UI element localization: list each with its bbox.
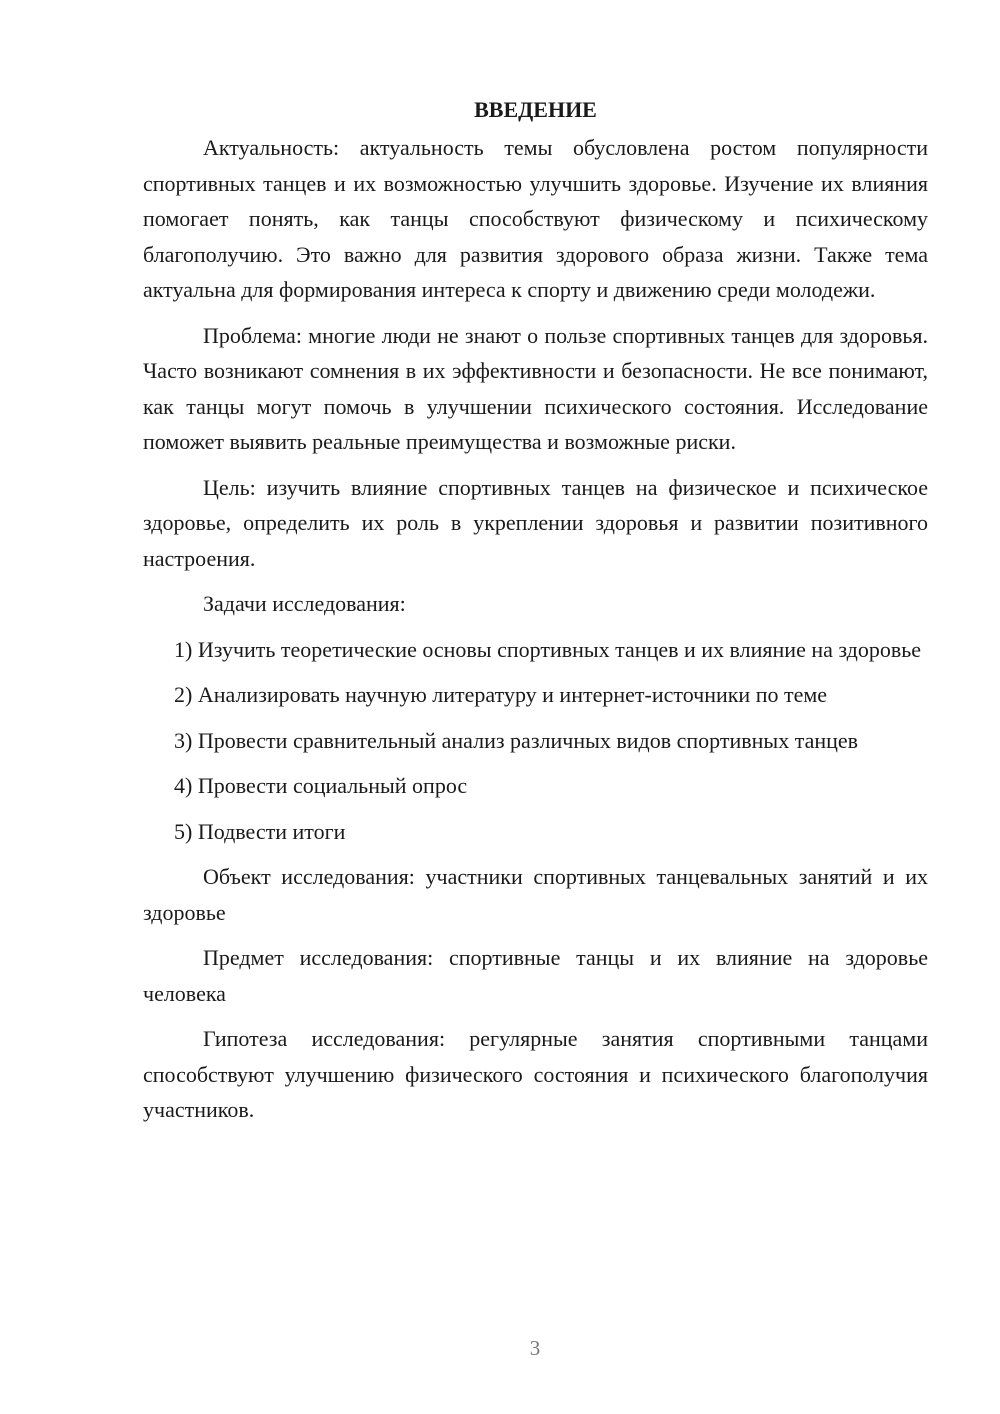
task-item-5: 5) Подвести итоги (174, 818, 346, 844)
document-page (143, 92, 928, 1138)
tasks-list (143, 632, 928, 850)
task-item-4: 4) Провести социальный опрос (174, 773, 468, 798)
paragraph-goal: Цель: изучить влияние спортивных танцев на физическое и психическое здоровье, определить их роль в укреплении здоровья и развитии позитивного настроения. (143, 474, 928, 571)
section-title: ВВЕДЕНИЕ (474, 97, 597, 122)
paragraph-object: Объект исследования: участники спортивных танцевальных занятий и их здоровье (143, 864, 928, 925)
paragraph-subject: Предмет исследования: спортивные танцы и их влияние на здоровье человека (143, 945, 928, 1006)
page-number: 3 (529, 1336, 541, 1360)
task-item-1: 1) Изучить теоретические основы спортивных танцев и их влияние на здоровье (174, 636, 922, 662)
paragraph-actuality: Актуальность: актуальность темы обусловлена ростом популярности спортивных танцев и их возможностью улучшить здоровье. Изучение их влияния помогает понять, как танцы способствуют физическому и психическому благополучию. Это важно для развития здорового образа жизни. Также тема актуальна для формирования интереса к спорту и движению среди молодежи. (143, 135, 928, 302)
task-item-2: 2) Анализировать научную литературу и интернет-источники по теме (174, 682, 828, 707)
paragraph-problem: Проблема: многие люди не знают о пользе спортивных танцев для здоровья. Часто возникают сомнения в их эффективности и безопасности. Не все понимают, как танцы могут помочь в улучшении психического состояния. Исследование поможет выявить реальные преимущества и возможные риски. (143, 322, 928, 454)
task-item-3: 3) Провести сравнительный анализ различных видов спортивных танцев (174, 727, 859, 753)
paragraph-hypothesis: Гипотеза исследования: регулярные занятия спортивными танцами способствуют улучшению физического состояния и психического благополучия участников. (143, 1026, 928, 1122)
tasks-heading: Задачи исследования: (203, 591, 406, 616)
